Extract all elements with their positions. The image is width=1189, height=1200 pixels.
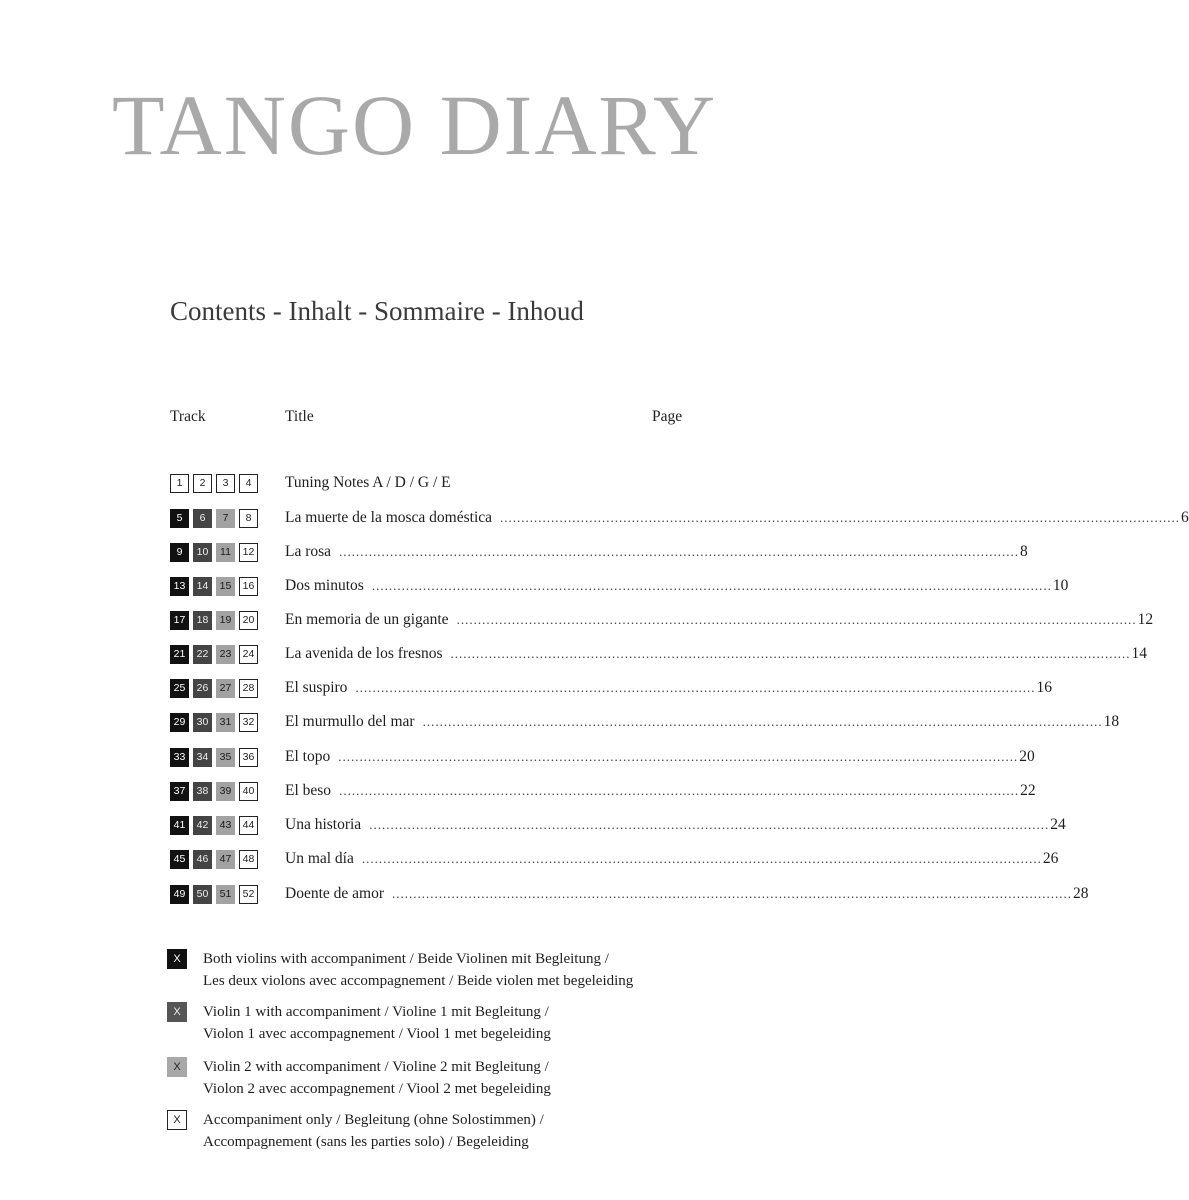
toc-row[interactable] [170, 713, 1120, 733]
toc-row[interactable] [170, 816, 1066, 836]
dot-leader: ................................................................................................................................................................ [422, 714, 1103, 729]
legend-swatch-dark-gray: X [167, 1002, 187, 1022]
track-number: 18 [193, 611, 212, 630]
legend-line: Violin 2 with accompaniment / Violine 2 mit Begleitung / [203, 1059, 549, 1075]
track-number: 3 [216, 474, 235, 493]
toc-entry [285, 508, 1189, 528]
legend-swatch-black: X [167, 949, 187, 969]
entry-page: 22 [1020, 782, 1036, 799]
legend-text [203, 948, 633, 992]
track-number: 29 [170, 713, 189, 732]
track-number: 50 [193, 885, 212, 904]
track-number: 40 [239, 782, 258, 801]
dot-leader: ................................................................................................................................................................ [500, 510, 1181, 525]
toc-row[interactable] [170, 543, 1028, 563]
entry-title: En memoria de un gigante [285, 611, 449, 628]
entry-page: 12 [1137, 611, 1154, 628]
dot-leader: ................................................................................................................................................................ [339, 544, 1020, 559]
entry-title: Una historia [285, 816, 362, 833]
track-number: 1 [170, 474, 189, 493]
toc-row[interactable] [170, 611, 1154, 631]
dot-leader: ................................................................................................................................................................ [371, 578, 1052, 593]
track-number: 43 [216, 816, 235, 835]
toc-row[interactable] [170, 645, 1148, 665]
legend-line: Both violins with accompaniment / Beide Violinen mit Begleitung / [203, 951, 609, 967]
track-number: 5 [170, 509, 189, 528]
entry-page: 18 [1103, 713, 1120, 730]
toc-row[interactable] [170, 850, 1059, 870]
toc-entry [285, 610, 1154, 630]
track-number: 38 [193, 782, 212, 801]
track-number: 36 [239, 748, 258, 767]
legend-line: Violon 1 avec accompagnement / Viool 1 met begeleiding [203, 1026, 551, 1042]
dot-leader: ................................................................................................................................................................ [361, 851, 1042, 866]
track-number: 13 [170, 577, 189, 596]
track-number: 48 [239, 850, 258, 869]
track-number: 41 [170, 816, 189, 835]
track-number: 14 [193, 577, 212, 596]
track-number: 7 [216, 509, 235, 528]
toc-entry [285, 644, 1148, 664]
legend-swatch-light-gray: X [167, 1057, 187, 1077]
track-number: 8 [239, 509, 258, 528]
track-number: 39 [216, 782, 235, 801]
track-number: 45 [170, 850, 189, 869]
entry-title: Dos minutos [285, 577, 364, 594]
entry-title: Tuning Notes A / D / G / E [285, 474, 451, 491]
entry-title: El murmullo del mar [285, 713, 415, 730]
track-number: 2 [193, 474, 212, 493]
track-number: 24 [239, 645, 258, 664]
track-number: 35 [216, 748, 235, 767]
entry-title: Doente de amor [285, 885, 384, 902]
legend-swatch-outline: X [167, 1110, 187, 1130]
title-column-header: Title [285, 408, 314, 425]
track-number: 52 [239, 885, 258, 904]
toc-entry [285, 884, 1089, 904]
legend-line: Violon 2 avec accompagnement / Viool 2 met begeleiding [203, 1081, 551, 1097]
entry-title: El beso [285, 782, 332, 799]
track-number: 30 [193, 713, 212, 732]
toc-entry [285, 542, 1028, 562]
toc-entry [285, 576, 1069, 596]
entry-page: 26 [1042, 850, 1059, 867]
track-number: 9 [170, 543, 189, 562]
track-number: 31 [216, 713, 235, 732]
track-column-header: Track [170, 408, 206, 425]
legend-line: Accompagnement (sans les parties solo) / Begeleiding [203, 1134, 529, 1150]
track-number: 49 [170, 885, 189, 904]
toc-row[interactable] [170, 679, 1052, 699]
track-number: 26 [193, 679, 212, 698]
entry-title: Un mal día [285, 850, 354, 867]
entry-page: 14 [1131, 645, 1148, 662]
toc-entry [285, 678, 1052, 698]
track-number: 25 [170, 679, 189, 698]
toc-entry [285, 747, 1035, 767]
track-number: 19 [216, 611, 235, 630]
track-number: 10 [193, 543, 212, 562]
toc-entry [285, 712, 1120, 732]
legend-text [203, 1056, 551, 1100]
legend-line: Accompaniment only / Begleitung (ohne Solostimmen) / [203, 1112, 544, 1128]
entry-page: 28 [1073, 885, 1089, 902]
contents-heading: Contents - Inhalt - Sommaire - Inhoud [170, 296, 584, 326]
track-number: 32 [239, 713, 258, 732]
page-column-header: Page [652, 408, 683, 425]
track-number: 33 [170, 748, 189, 767]
toc-row[interactable] [170, 748, 1035, 768]
entry-title: La avenida de los fresnos [285, 645, 443, 662]
entry-title: La rosa [285, 543, 332, 560]
toc-row-tuning[interactable] [170, 474, 682, 494]
entry-page: 6 [1181, 509, 1189, 526]
toc-row[interactable] [170, 782, 1036, 802]
entry-page: 16 [1036, 679, 1052, 696]
track-number: 4 [239, 474, 258, 493]
book-title: TANGO DIARY [112, 77, 718, 173]
track-number: 51 [216, 885, 235, 904]
dot-leader: ................................................................................................................................................................ [392, 886, 1072, 901]
dot-leader: ................................................................................................................................................................ [369, 817, 1050, 832]
entry-page: 24 [1050, 816, 1066, 833]
toc-entry [285, 815, 1066, 835]
track-number: 44 [239, 816, 258, 835]
dot-leader: ................................................................................................................................................................ [456, 612, 1137, 627]
track-number: 42 [193, 816, 212, 835]
toc-entry [285, 473, 682, 493]
track-number: 37 [170, 782, 189, 801]
track-number: 28 [239, 679, 258, 698]
entry-page: 8 [1020, 543, 1028, 560]
track-number: 34 [193, 748, 212, 767]
toc-row[interactable] [170, 885, 1089, 905]
track-number: 11 [216, 543, 235, 562]
dot-leader: ................................................................................................................................................................ [450, 646, 1131, 661]
toc-entry [285, 781, 1036, 801]
track-number: 6 [193, 509, 212, 528]
legend-text [203, 1109, 544, 1153]
legend-line: Violin 1 with accompaniment / Violine 1 mit Begleitung / [203, 1004, 549, 1020]
track-number: 27 [216, 679, 235, 698]
track-number: 22 [193, 645, 212, 664]
entry-page: 10 [1052, 577, 1069, 594]
entry-title: La muerte de la mosca doméstica [285, 509, 493, 526]
track-number: 15 [216, 577, 235, 596]
dot-leader: ................................................................................................................................................................ [355, 680, 1036, 695]
dot-leader: ................................................................................................................................................................ [338, 749, 1019, 764]
entry-title: El suspiro [285, 679, 348, 696]
track-number: 16 [239, 577, 258, 596]
track-number: 17 [170, 611, 189, 630]
track-number: 12 [239, 543, 258, 562]
track-number: 21 [170, 645, 189, 664]
entry-page: 20 [1019, 748, 1035, 765]
toc-entry [285, 849, 1059, 869]
legend-text [203, 1001, 551, 1045]
toc-row[interactable] [170, 577, 1069, 597]
toc-row[interactable] [170, 509, 1189, 529]
track-number: 47 [216, 850, 235, 869]
track-number: 46 [193, 850, 212, 869]
dot-leader: ................................................................................................................................................................ [339, 783, 1020, 798]
entry-title: El topo [285, 748, 331, 765]
track-number: 23 [216, 645, 235, 664]
track-number: 20 [239, 611, 258, 630]
legend-line: Les deux violons avec accompagnement / Beide violen met begeleiding [203, 973, 634, 989]
